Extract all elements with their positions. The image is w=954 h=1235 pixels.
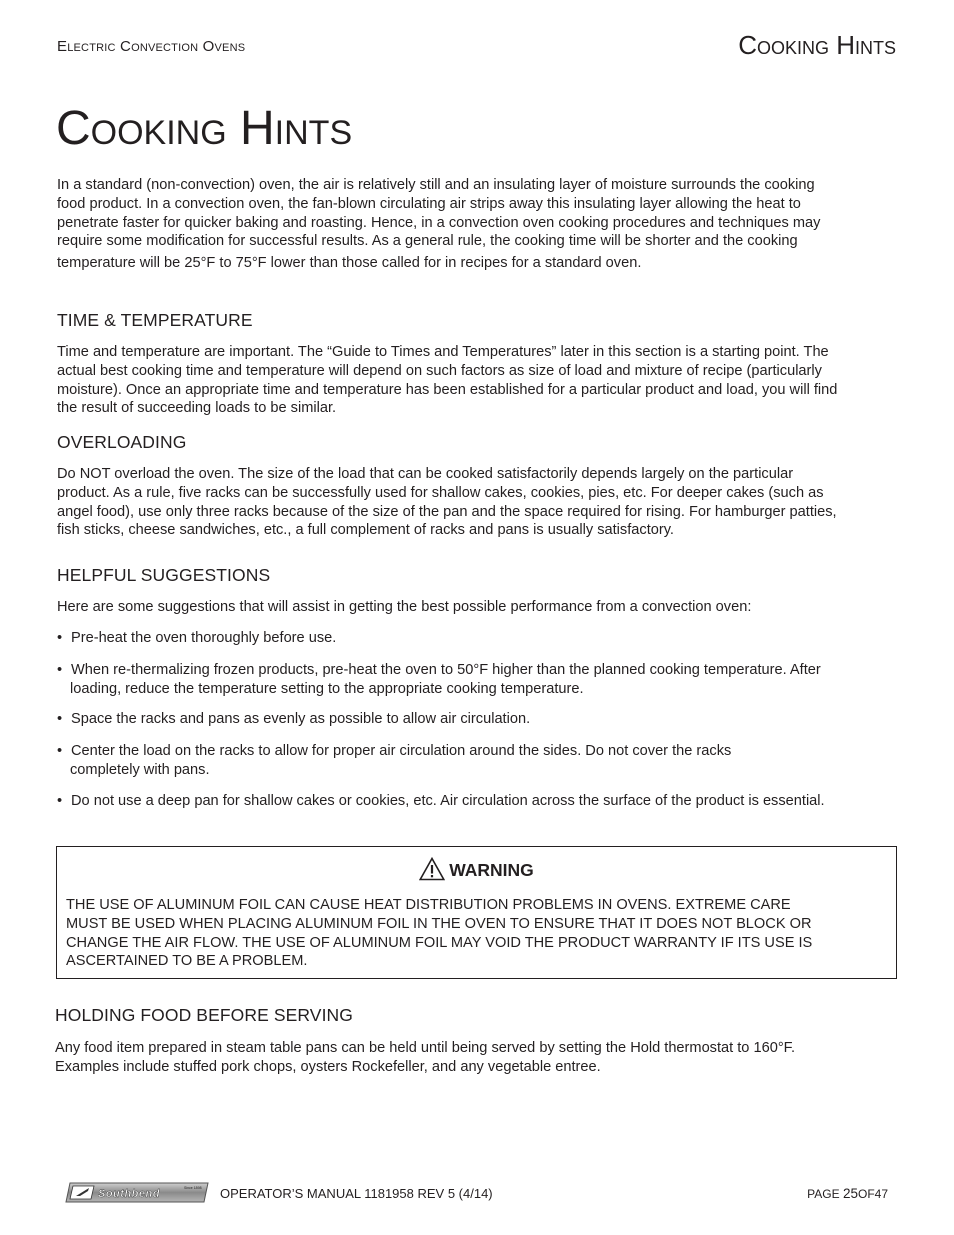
bullet-dot: • (57, 743, 63, 759)
warning-box (56, 846, 897, 979)
intro-line: require some modification for successful results. As a general rule, the cooking time will be shorter and the cooking (57, 233, 798, 250)
overloading-heading: OVERLOADING (57, 432, 187, 452)
paragraph-line: actual best cooking time and temperature will depend on such factors as size of load and mixture of recipe (particularly (57, 362, 822, 379)
warning-text (66, 896, 884, 971)
warning-line: THE USE OF ALUMINUM FOIL CAN CAUSE HEAT DISTRIBUTION PROBLEMS IN OVENS. EXTREME CARE (66, 897, 791, 913)
bullet-dot: • (57, 793, 63, 809)
list-item (57, 629, 897, 648)
warning-line: CHANGE THE AIR FLOW. THE USE OF ALUMINUM FOIL MAY VOID THE PRODUCT WARRANTY IF ITS USE IS (66, 934, 813, 951)
suggestions-intro: Here are some suggestions that will assist in getting the best possible performance from a convection oven: (57, 599, 752, 615)
header-section-title: Electric Convection Ovens (57, 38, 246, 55)
paragraph-line: product. As a rule, five racks can be successfully used for shallow cakes, cookies, pies, etc. For deeper cakes (such as (57, 484, 824, 501)
paragraph-line: the result of succeeding loads to be similar. (57, 400, 337, 417)
footer-manual-info: OPERATOR’S MANUAL 1181958 REV 5 (4/14) (220, 1186, 493, 1201)
warning-label: WARNING (449, 860, 534, 880)
paragraph-line: Do NOT overload the oven. The size of the load that can be cooked satisfactorily depends largely on the particular (57, 466, 794, 482)
list-item-text: Do not use a deep pan for shallow cakes or cookies, etc. Air circulation across the surface of the product is essential. (71, 793, 825, 809)
warning-triangle-icon (419, 860, 449, 880)
paragraph-line: angel food), use only three racks because of the size of the pan and the space required for rising. For hamburger patties, (57, 503, 837, 520)
page-label: PAGE (807, 1187, 840, 1201)
time-temperature-heading: TIME & TEMPERATURE (57, 310, 253, 330)
list-item-text: Center the load on the racks to allow for proper air circulation around the sides. Do not cover the racks (71, 743, 732, 759)
warning-heading (57, 857, 896, 881)
list-item-text: Space the racks and pans as evenly as possible to allow air circulation. (71, 711, 531, 727)
holding-food-paragraph (55, 1039, 905, 1077)
paragraph-line: Examples include stuffed pork chops, oysters Rockefeller, and any vegetable entree. (55, 1058, 601, 1075)
overloading-paragraph (57, 465, 907, 540)
paragraph-line: Any food item prepared in steam table pans can be held until being served by setting the Hold thermostat to 160°F. (55, 1040, 796, 1056)
intro-line: penetrate faster for quicker baking and roasting. Hence, in a convection oven cooking procedures and techniques may (57, 214, 821, 231)
intro-line: food product. In a convection oven, the fan-blown circulating air strips away this insulating layer allowing the heat to (57, 195, 801, 212)
page-number: 25 (842, 1186, 858, 1201)
list-item-text: Pre-heat the oven thoroughly before use. (71, 630, 337, 646)
warning-line: ASCERTAINED TO BE A PROBLEM. (66, 953, 308, 970)
bullet-dot: • (57, 630, 63, 646)
list-item (57, 742, 897, 780)
paragraph-line: Time and temperature are important. The “Guide to Times and Temperatures” later in this section is a starting point. The (57, 344, 829, 360)
intro-line: temperature will be 25°F to 75°F lower than those called for in recipes for a standard oven. (57, 255, 642, 272)
page-total: OF47 (857, 1187, 888, 1201)
list-item (57, 710, 897, 729)
bullet-dot: • (57, 711, 63, 727)
list-item-text: When re-thermalizing frozen products, pre-heat the oven to 50°F higher than the planned cooking temperature. After (71, 662, 821, 678)
helpful-suggestions-heading: HELPFUL SUGGESTIONS (57, 565, 271, 585)
holding-food-heading: HOLDING FOOD BEFORE SERVING (55, 1005, 353, 1025)
svg-text:Since 1898: Since 1898 (184, 1186, 202, 1190)
intro-paragraph (57, 176, 907, 273)
list-item-text: loading, reduce the temperature setting to the appropriate cooking temperature. (70, 680, 584, 697)
paragraph-line: fish sticks, cheese sandwiches, etc., a full complement of racks and pans is usually satisfactory. (57, 522, 674, 539)
list-item (57, 661, 897, 699)
warning-line: MUST BE USED WHEN PLACING ALUMINUM FOIL IN THE OVEN TO ENSURE THAT IT DOES NOT BLOCK OR (66, 915, 812, 932)
bullet-dot: • (57, 662, 63, 678)
time-temperature-paragraph (57, 343, 907, 418)
list-item-text: completely with pans. (70, 761, 210, 778)
header-chapter-title: Cooking Hints (738, 30, 896, 60)
intro-line: In a standard (non-convection) oven, the air is relatively still and an insulating layer of moisture surrounds the cooking (57, 177, 815, 193)
list-item (57, 792, 897, 811)
page-title: Cooking Hints (56, 102, 353, 155)
footer-page-number (807, 1186, 888, 1201)
paragraph-line: moisture). Once an appropriate time and temperature has been established for a particular product and load, you will find (57, 381, 838, 398)
southbend-logo (64, 1182, 210, 1203)
svg-text:Southbend: Southbend (98, 1188, 160, 1200)
